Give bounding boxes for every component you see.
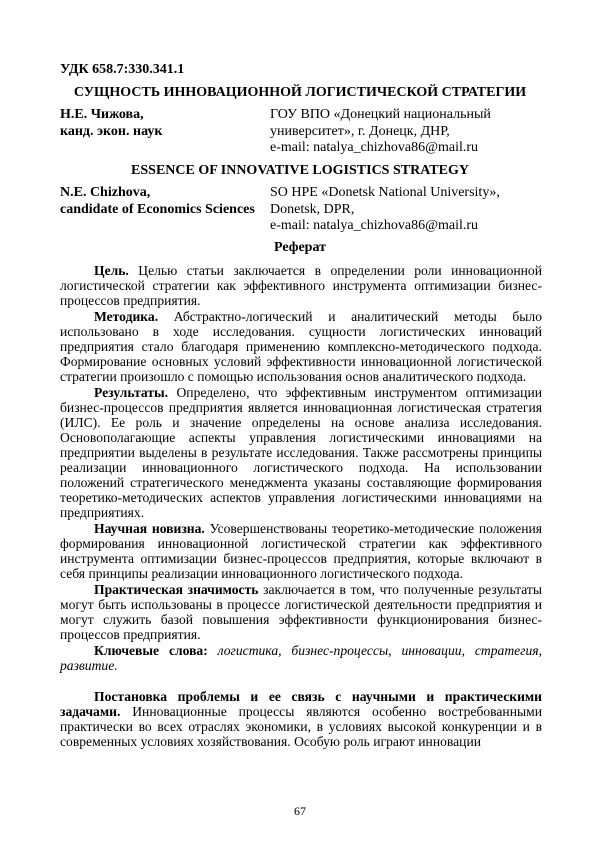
method-text: Абстрактно-логический и аналитический методы было использовано в ходе исследования. сущности логистических инноваций предприятия стало благодаря применению комплексно-методического подхода. Формирование основных условий эффективности инновационной логистической стратегии произошло с помощью использования основ аналитического подхода.	[60, 309, 542, 384]
abstract-keywords	[60, 643, 542, 673]
problem-label: Постановка проблемы и ее связь с научными и практическими задачами.	[60, 689, 542, 719]
goal-label: Цель.	[94, 263, 129, 278]
keywords-text: логистика, бизнес-процессы, инновации, стратегия, развитие.	[60, 643, 542, 673]
author-ru-name: Н.Е. Чижова,	[60, 107, 144, 122]
novelty-label: Научная новизна.	[94, 521, 205, 536]
practical-label: Практическая значимость	[94, 582, 259, 597]
title-ru: СУЩНОСТЬ ИННОВАЦИОННОЙ ЛОГИСТИЧЕСКОЙ СТРАТЕГИИ	[73, 85, 527, 100]
title-en: ESSENCE OF INNOVATIVE LOGISTICS STRATEGY	[131, 163, 469, 178]
author-ru-aff-line2: университет», г. Донецк, ДНР,	[270, 123, 450, 139]
method-label: Методика.	[94, 309, 159, 324]
problem-text: Инновационные процессы являются особенно востребованными практически во всех отраслях экономики, в условиях высокой конкуренции и в современных условиях хозяйствования. Особую роль играют инновации	[60, 704, 542, 749]
author-ru-block	[60, 107, 162, 140]
author-ru-email: e-mail: natalya_chizhova86@mail.ru	[270, 140, 479, 155]
author-en-degree: candidate of Economics Sciences	[60, 201, 255, 217]
author-en-block	[60, 185, 255, 218]
abstract-practical	[60, 582, 542, 642]
abstract-method	[60, 309, 542, 384]
author-en-affiliation	[270, 185, 500, 235]
abstract-body	[60, 263, 542, 749]
novelty-text: Усовершенствованы теоретико-методические положения формирования инновационной логистической стратегии как эффективного инструмента оптимизации бизнес-процессов предприятия, которые включают в себя принципы реализации инновационного логистического подхода.	[60, 521, 542, 581]
page-number: 67	[294, 804, 306, 818]
keywords-label: Ключевые слова:	[94, 643, 208, 658]
author-en-aff-line1: SO HPE «Donetsk National University»,	[270, 185, 500, 200]
practical-text: заключается в том, что полученные результаты могут быть использованы в процессе логистической деятельности предприятия и могут служить базой повышения эффективности функционирования бизнес-процессов предприятия.	[60, 582, 542, 642]
udk-code: УДК 658.7:330.341.1	[60, 62, 185, 77]
author-en-aff-line2: Donetsk, DPR,	[270, 201, 355, 217]
author-ru-aff-line1: ГОУ ВПО «Донецкий национальный	[270, 107, 491, 122]
abstract-goal	[60, 263, 542, 308]
abstract-results	[60, 385, 542, 520]
author-en-email: e-mail: natalya_chizhova86@mail.ru	[270, 218, 479, 233]
goal-text: Целью статьи заключается в определении роли инновационной логистической стратегии как эффективного инструмента оптимизации бизнес-процессов предприятия.	[60, 263, 542, 308]
abstract-novelty	[60, 521, 542, 581]
abstract-heading: Реферат	[274, 240, 326, 255]
author-ru-degree: канд. экон. наук	[60, 123, 163, 139]
results-text: Определено, что эффективным инструментом оптимизации бизнес-процессов предприятия является инновационная логистическая стратегия (ИЛС). Ее роль и значение определены на основе анализа исследования. Основополагающие аспекты управления логистическими инновациями на предприятии выделены в результате исследования. Также рассмотрены принципы реализации инновационного логистического подхода. На использовании положений стратегического менеджмента указаны составляющие формирования теоретико-методических аспектов управления логистическими инновациями на предприятиях.	[60, 385, 542, 520]
author-ru-affiliation	[270, 107, 491, 157]
problem-statement	[60, 689, 542, 749]
results-label: Результаты.	[94, 385, 169, 400]
author-en-name: N.E. Chizhova,	[60, 185, 151, 200]
